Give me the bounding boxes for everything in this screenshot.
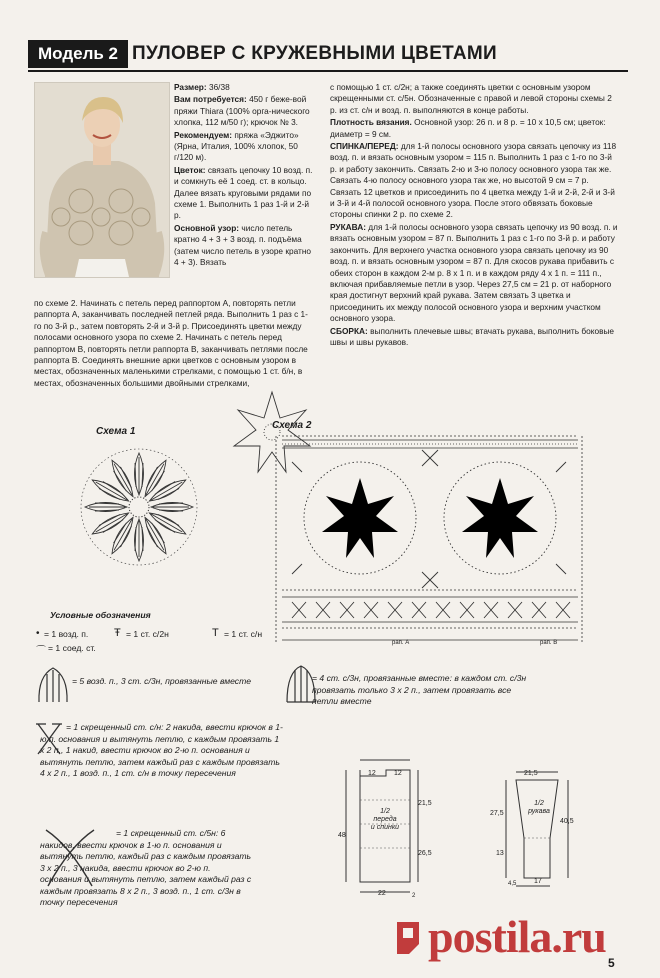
size-label: Размер: bbox=[174, 82, 207, 92]
body-w-half: 22 bbox=[378, 890, 386, 897]
flower-text: связать цепочку 10 возд. п. и сомкнуть её 1 соед. ст. в кольцо. Далее вязать круговыми рядами по схеме 1. Выполнить 1 раз 1-й и 2-й р. bbox=[174, 164, 313, 221]
sleeve-w-bot: 17 bbox=[534, 878, 542, 885]
body-caption bbox=[368, 808, 402, 832]
sleeve-h1: 27,5 bbox=[490, 810, 504, 817]
body-w-side: 2 bbox=[412, 893, 416, 899]
legend-crossed-dc: = 1 скрещенный ст. с/н: 2 накида, ввести крючок в 1-ю п. основания и вытянуть петлю, с каждым провязать 1 х 2 п., 1 накид, ввести крючок во 2-ю п. основания и вытянуть петлю, затем каждый раз с каждым провязать 4 х 2 п., 1 возд. п., 1 ст. с/н в точку пересечения bbox=[40, 722, 283, 778]
legend-chain: = 1 возд. п. bbox=[44, 629, 89, 639]
sleeve-pattern-diagram bbox=[500, 766, 580, 896]
model-photo-illustration bbox=[35, 83, 169, 277]
rapport-b-label: рап. В bbox=[540, 640, 558, 646]
body-caption-half: 1/2 bbox=[380, 808, 390, 815]
legend-slip: = 1 соед. ст. bbox=[48, 643, 96, 653]
pattern-continuation bbox=[34, 298, 314, 390]
legend-title: Условные обозначения bbox=[50, 610, 151, 620]
sleeve-h-total: 40,5 bbox=[560, 818, 574, 825]
need-label: Вам потребуется: bbox=[174, 94, 247, 105]
legend-cluster-4: = 4 ст. с/3н, провязанные вместе: в каждом ст. с/3н провязать только 3 х 2 п., затем провязать все петли вместе bbox=[312, 673, 527, 706]
main-pattern-text: число петель кратно 4 + 3 + 3 возд. п. подъёма (затем число петель в узоре кратно 4 + 3). Вязать bbox=[174, 222, 312, 268]
flower-label: Цветок: bbox=[174, 164, 206, 175]
sleeve-top: 21,5 bbox=[524, 770, 538, 777]
model-photo bbox=[34, 82, 170, 278]
density-label: Плотность вязания. bbox=[330, 117, 412, 128]
sleeve-caption-half: 1/2 bbox=[534, 800, 544, 807]
back-front-text: для 1-й полосы основного узора связать цепочку из 118 возд. п. и вязать основным узором = 115 п. Выполнить 1 раз с 1-го по 3-й р. и работу закончить. Связать 2-ю и 3-ю полосу основного узора так же. Связать 4-ю полосу основного узора так же, но высотой 9 см = 7 р. Связать 12 цветков и присоединить по 4 цветка между 1-й и 2-й, 2-й и 3-й и 3-й и 4-й полосой основного узора. После этого обвязать боковые стороны спинки 2 р. по схеме 2. bbox=[330, 141, 617, 220]
page-number: 5 bbox=[608, 956, 615, 970]
watermark-pin-icon bbox=[392, 918, 428, 958]
page-title: ПУЛОВЕР С КРУЖЕВНЫМИ ЦВЕТАМИ bbox=[132, 43, 497, 64]
rec-text: пряжа «Эджито» (Ярна, Италия, 100% хлопок, 50 г/120 м). bbox=[174, 129, 299, 163]
materials-block bbox=[174, 82, 314, 270]
chain-symbol-icon: • bbox=[36, 628, 40, 639]
size-value: 36/38 bbox=[208, 82, 230, 92]
sleeve-w-side: 4,5 bbox=[508, 881, 517, 887]
assembly-text: выполнить плечевые швы; втачать рукава, выполнить боковые швы и швы рукавов. bbox=[330, 325, 615, 347]
body-h-total: 48 bbox=[338, 832, 346, 839]
scheme1-flower-chart bbox=[74, 442, 204, 572]
legend-crossed-dc5: = 1 скрещенный ст. с/5н: 6 накидов, ввести крючок в 1-ю п. основания и вытянуть петлю, каждый раз с каждым провязать 3 х 2 п., 3 накида, ввести крючок во 2-ю п. основания и вытянуть петлю, затем каждый раз с каждым провязать 8 х 2 п., 3 возд. п., 1 ст. с/3н в точку пересечения bbox=[40, 828, 252, 907]
sleeve-caption-name: рукава bbox=[528, 808, 550, 815]
legend-cluster-5: = 5 возд. п., 3 ст. с/3н, провязанные вместе bbox=[72, 676, 252, 686]
cluster-5-symbol-icon bbox=[36, 666, 70, 704]
dc2-symbol-icon: Ŧ bbox=[114, 627, 121, 639]
legend-dc2: = 1 ст. с/2н bbox=[126, 629, 169, 639]
sleeve-caption bbox=[526, 800, 552, 816]
body-h-bot: 26,5 bbox=[418, 850, 432, 857]
sleeve-h2: 13 bbox=[496, 850, 504, 857]
watermark-text: postila.ru bbox=[428, 911, 606, 962]
density-text: Основной узор: 26 п. и 8 р. = 10 х 10,5 см; цветок: диаметр = 9 см. bbox=[330, 117, 606, 139]
rapport-a-label: рап. А bbox=[392, 640, 410, 646]
body-w1: 12 bbox=[368, 770, 376, 777]
legend-basic-row bbox=[36, 628, 326, 656]
instructions-column bbox=[330, 82, 620, 349]
pattern-continuation-text: по схеме 2. Начинать с петель перед раппортом А, повторять петли раппорта А, заканчивать последней петлей ряда. Выполнить 1 раз с 1-го по 3-й р., затем повторять 2-й и 3-й р. Присоединять цветки между полосами основного узора по схеме 2. Начинать с петель перед раппортом В, повторять петли раппорта В, заканчивать петлями после раппорта В. Соединять внешние арки цветков с основным узором в местах, обозначенных маленькими стрелками, с помощью 1 ст. б/н, в местах, обозначенных большими двойными стрелками, bbox=[34, 298, 308, 388]
legend-dc: = 1 ст. с/н bbox=[224, 629, 263, 639]
scheme2-label: Схема 2 bbox=[272, 420, 312, 431]
rec-label: Рекомендуем: bbox=[174, 129, 232, 140]
header bbox=[28, 40, 628, 70]
header-rule bbox=[28, 70, 628, 72]
sleeves-label: РУКАВА: bbox=[330, 221, 366, 232]
body-caption-front: переда bbox=[373, 816, 397, 823]
dc-symbol-icon: T bbox=[212, 627, 219, 639]
body-caption-back: и спинки bbox=[370, 824, 400, 831]
body-h-top: 21,5 bbox=[418, 800, 432, 807]
body-w2: 12 bbox=[394, 770, 402, 777]
model-tag: Модель 2 bbox=[28, 40, 128, 68]
back-front-label: СПИНКА/ПЕРЕД: bbox=[330, 141, 399, 152]
need-text: 450 г беже-вой пряжи Thiara (100% орга-нического хлопка, 112 м/50 г); крючок № 3. bbox=[174, 94, 310, 128]
slip-symbol-icon: ⌒ bbox=[36, 646, 46, 657]
sleeves-text: для 1-й полосы основного узора связать цепочку из 90 возд. п. и вязать основным узором = 87 п. Выполнить 1 раз с 1-го по 3-й р. и работу закончить. Для верхнего участка основного узора связать цепочку из 90 возд. п. и вязать основным узором = 87 п. Для скосов рукава прибавить с обеих сторон в каждом 2-м р. 8 х 1 п. и в каждом ряду 4 х 1 п. = 111 п., включая прибавляемые петли в узор. Через 27,5 см = 21 р. от наборного края достигнут верхний край рукава. Затем связать 3 цветка и присоединить их между полосой основного узора и верхним участком основного узора. bbox=[330, 221, 618, 324]
attach-text: с помощью 1 ст. с/2н; а также соединять цветки с основным узором скрещенными ст. с/5н. Обозначенные с правой и левой стороны схемы 2 р. из ст. с/н и возд. п. выполняются в конце работы. bbox=[330, 82, 612, 115]
assembly-label: СБОРКА: bbox=[330, 325, 368, 336]
main-pattern-label: Основной узор: bbox=[174, 222, 240, 233]
scheme2-chart bbox=[272, 432, 586, 650]
scheme1-label: Схема 1 bbox=[96, 426, 136, 437]
